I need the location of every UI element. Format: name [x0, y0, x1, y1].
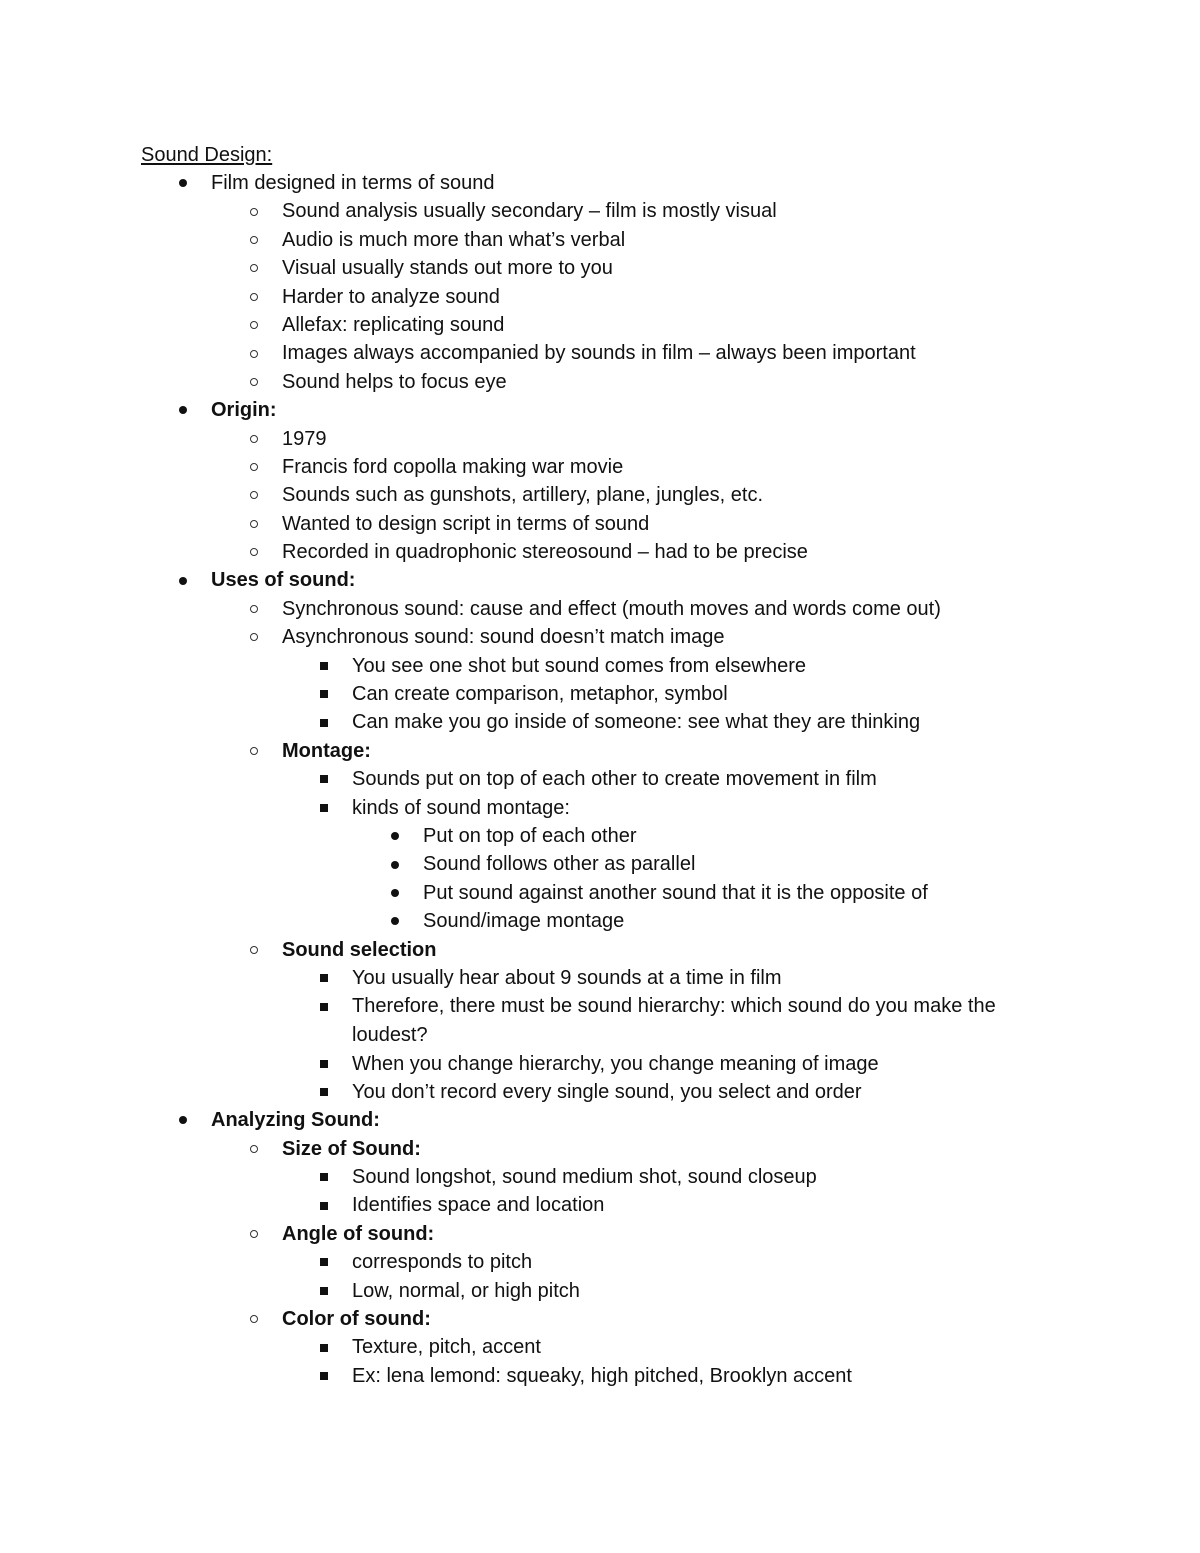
list-item — [0, 623, 1200, 651]
bullet-square-icon — [314, 708, 334, 736]
bullet-square-icon — [314, 680, 334, 708]
list-item-text: Allefax: replicating sound — [282, 313, 505, 336]
list-item — [0, 510, 1200, 538]
bullet-circle-icon — [244, 623, 264, 651]
list-item — [0, 737, 1200, 765]
bullet-disc-icon — [385, 850, 405, 878]
bullet-disc-icon — [173, 1106, 193, 1134]
bullet-disc-icon — [173, 396, 193, 424]
list-item-text: Low, normal, or high pitch — [352, 1279, 580, 1302]
list-item — [0, 708, 1200, 736]
list-item-text: Audio is much more than what’s verbal — [282, 228, 626, 251]
list-item — [0, 822, 1200, 850]
document-heading: Sound Design: — [141, 144, 273, 166]
bullet-square-icon — [314, 794, 334, 822]
bullet-circle-icon — [244, 481, 264, 509]
bullet-square-icon — [314, 1333, 334, 1361]
list-item-text: Size of Sound: — [282, 1137, 421, 1160]
list-item-text: When you change hierarchy, you change meaning of image — [352, 1052, 879, 1075]
list-item-text: Angle of sound: — [282, 1222, 435, 1245]
list-item — [0, 879, 1200, 907]
bullet-circle-icon — [244, 368, 264, 396]
list-item — [0, 538, 1200, 566]
list-item — [0, 197, 1200, 225]
list-item-text: Asynchronous sound: sound doesn’t match image — [282, 626, 725, 649]
list-item-text: You see one shot but sound comes from elsewhere — [352, 654, 806, 677]
bullet-circle-icon — [244, 595, 264, 623]
bullet-circle-icon — [244, 538, 264, 566]
list-item — [0, 652, 1200, 680]
list-item — [0, 1135, 1200, 1163]
bullet-square-icon — [314, 1191, 334, 1219]
list-item-text: You don’t record every single sound, you select and order — [352, 1080, 862, 1103]
list-item — [0, 964, 1200, 992]
bullet-square-icon — [314, 765, 334, 793]
list-item — [0, 1163, 1200, 1191]
bullet-circle-icon — [244, 197, 264, 225]
list-item — [0, 794, 1200, 822]
list-item — [0, 481, 1200, 509]
list-item-text: Uses of sound: — [211, 569, 356, 592]
bullet-square-icon — [314, 992, 334, 1020]
bullet-disc-icon — [385, 879, 405, 907]
list-item-text: Sound/image montage — [423, 910, 625, 933]
list-item — [0, 907, 1200, 935]
list-item-text: Francis ford copolla making war movie — [282, 455, 624, 478]
list-item-text: Put sound against another sound that it is the opposite of — [423, 881, 928, 904]
list-item-text: Wanted to design script in terms of sound — [282, 512, 650, 535]
list-item-text: Recorded in quadrophonic stereosound – had to be precise — [282, 541, 808, 564]
list-item-text: kinds of sound montage: — [352, 796, 570, 819]
list-item-text: Ex: lena lemond: squeaky, high pitched, Brooklyn accent — [352, 1364, 852, 1387]
bullet-disc-icon — [385, 822, 405, 850]
list-item — [0, 1362, 1200, 1390]
list-item-text: Images always accompanied by sounds in film – always been important — [282, 342, 916, 365]
bullet-circle-icon — [244, 425, 264, 453]
bullet-disc-icon — [173, 169, 193, 197]
list-item — [0, 425, 1200, 453]
list-item-text: Sounds such as gunshots, artillery, plane, jungles, etc. — [282, 484, 764, 507]
bullet-square-icon — [314, 1050, 334, 1078]
list-item-text: Sound analysis usually secondary – film is mostly visual — [282, 200, 777, 223]
list-item — [0, 226, 1200, 254]
list-item-text: Put on top of each other — [423, 824, 637, 847]
list-item — [0, 368, 1200, 396]
bullet-circle-icon — [244, 936, 264, 964]
bullet-square-icon — [314, 1248, 334, 1276]
bullet-square-icon — [314, 652, 334, 680]
list-item — [0, 311, 1200, 339]
list-item-text: Harder to analyze sound — [282, 285, 500, 308]
bullet-square-icon — [314, 964, 334, 992]
list-item — [0, 680, 1200, 708]
list-item — [0, 396, 1200, 424]
list-item-text: You usually hear about 9 sounds at a time in film — [352, 966, 782, 989]
list-item — [0, 1050, 1200, 1078]
list-item — [0, 1191, 1200, 1219]
list-item — [0, 1220, 1200, 1248]
bullet-disc-icon — [385, 907, 405, 935]
list-item-text: Therefore, there must be sound hierarchy: which sound do you make the loudest? — [352, 995, 996, 1046]
list-item — [0, 566, 1200, 594]
bullet-square-icon — [314, 1277, 334, 1305]
list-item — [0, 1277, 1200, 1305]
bullet-circle-icon — [244, 283, 264, 311]
bullet-square-icon — [314, 1078, 334, 1106]
bullet-circle-icon — [244, 226, 264, 254]
list-item-text: Identifies space and location — [352, 1194, 605, 1217]
list-item-text: Analyzing Sound: — [211, 1109, 380, 1132]
list-item-text: corresponds to pitch — [352, 1251, 533, 1274]
bullet-square-icon — [314, 1362, 334, 1390]
list-item-text: Film designed in terms of sound — [211, 172, 495, 194]
list-item-text: Sounds put on top of each other to create movement in film — [352, 768, 877, 791]
list-item — [0, 595, 1200, 623]
list-item-text: Can make you go inside of someone: see what they are thinking — [352, 711, 921, 734]
list-item — [0, 169, 1200, 197]
bullet-disc-icon — [173, 566, 193, 594]
list-item-text: Sound longshot, sound medium shot, sound closeup — [352, 1166, 817, 1189]
list-item-text: Visual usually stands out more to you — [282, 257, 613, 280]
list-item — [0, 1078, 1200, 1106]
bullet-circle-icon — [244, 453, 264, 481]
list-item-text: Origin: — [211, 399, 277, 422]
list-item — [0, 850, 1200, 878]
list-item — [0, 453, 1200, 481]
list-item-text: Sound follows other as parallel — [423, 853, 696, 876]
list-item — [0, 992, 1200, 1049]
bullet-circle-icon — [244, 737, 264, 765]
list-item — [0, 936, 1200, 964]
bullet-circle-icon — [244, 1220, 264, 1248]
list-item — [0, 254, 1200, 282]
list-item — [0, 1248, 1200, 1276]
list-item-text: Montage: — [282, 739, 371, 762]
list-item — [0, 283, 1200, 311]
bullet-circle-icon — [244, 339, 264, 367]
bullet-square-icon — [314, 1163, 334, 1191]
list-item-text: Texture, pitch, accent — [352, 1336, 541, 1359]
list-item — [0, 765, 1200, 793]
list-item — [0, 1333, 1200, 1361]
list-item — [0, 339, 1200, 367]
list-item-text: Color of sound: — [282, 1308, 431, 1331]
bullet-circle-icon — [244, 510, 264, 538]
list-item-text: Sound selection — [282, 938, 437, 961]
list-item-text: Can create comparison, metaphor, symbol — [352, 683, 728, 706]
bullet-circle-icon — [244, 254, 264, 282]
bullet-list — [0, 169, 1200, 1390]
list-item — [0, 1106, 1200, 1134]
bullet-circle-icon — [244, 1305, 264, 1333]
list-item — [0, 1305, 1200, 1333]
list-item-text: Synchronous sound: cause and effect (mouth moves and words come out) — [282, 597, 941, 620]
list-item-text: 1979 — [282, 427, 327, 450]
bullet-circle-icon — [244, 1135, 264, 1163]
list-item-text: Sound helps to focus eye — [282, 370, 507, 393]
bullet-circle-icon — [244, 311, 264, 339]
